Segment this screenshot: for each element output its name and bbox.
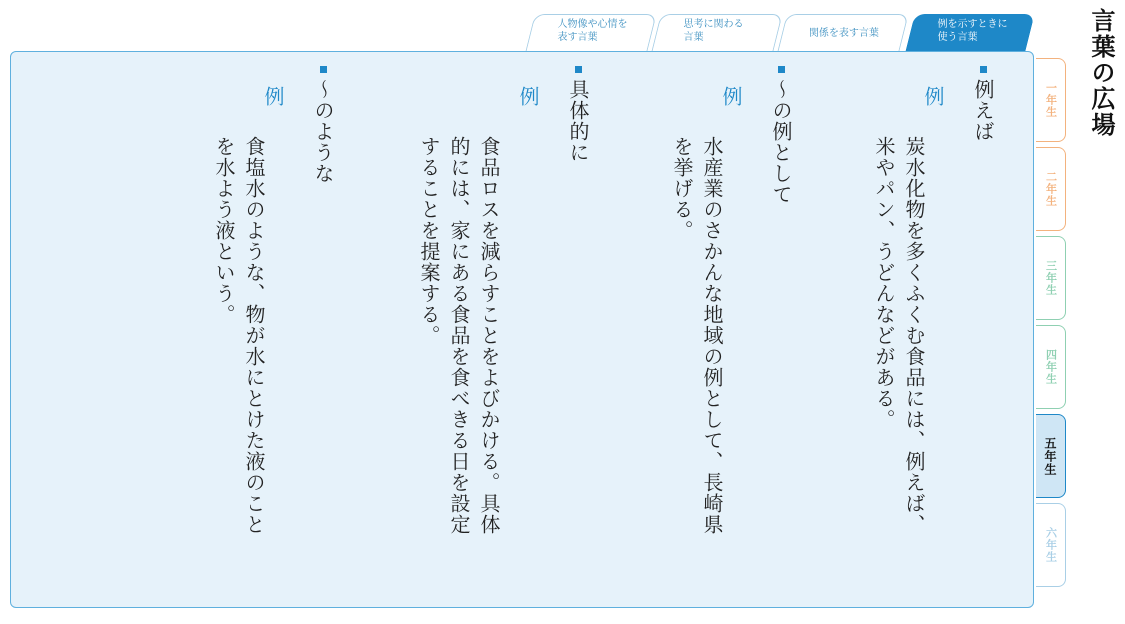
tab-grade-4[interactable] xyxy=(1036,325,1066,409)
tab-grade-2[interactable] xyxy=(1036,147,1066,231)
example-marker: 例 xyxy=(921,86,945,107)
page-title: 言葉の広場 xyxy=(1087,8,1115,138)
grade-label: 四年生 xyxy=(1044,349,1058,385)
tab-label: 人物像や心情を 表す言葉 xyxy=(557,19,628,43)
content-panel xyxy=(10,51,1034,608)
grade-label: 二年生 xyxy=(1044,171,1058,207)
tab-grade-5[interactable] xyxy=(1036,414,1066,498)
example-sentence: 水産業のさかんな地域の例として、長崎県 を挙げる。 xyxy=(670,136,724,535)
tab-label: 関係を表す言葉 xyxy=(808,28,879,39)
tab-character[interactable] xyxy=(525,14,656,52)
example-sentence: 食塩水のような、物が水にとけた液のこと を水よう液という。 xyxy=(212,136,266,535)
example-sentence: 食品ロスを減らすことをよびかける。具体 的には、家にある食品を食べきる日を設定 することを提案する。 xyxy=(417,136,501,535)
tab-label: 例を示すときに 使う言葉 xyxy=(937,19,1008,43)
section-heading: ～の例として xyxy=(769,66,793,205)
section-heading: ～のような xyxy=(311,66,335,184)
example-marker: 例 xyxy=(719,86,743,107)
tab-grade-6[interactable] xyxy=(1036,503,1066,587)
example-marker: 例 xyxy=(261,86,285,107)
tab-example[interactable] xyxy=(905,14,1034,52)
grade-label: 六年生 xyxy=(1044,527,1058,563)
tab-grade-1[interactable] xyxy=(1036,58,1066,142)
section-heading: 具体的に xyxy=(566,66,590,163)
category-tabs xyxy=(520,12,1032,52)
example-sentence: 炭水化物を多くふくむ食品には、例えば、 米やパン、うどんなどがある。 xyxy=(872,136,926,535)
grade-label: 一年生 xyxy=(1044,82,1058,118)
grade-label: 三年生 xyxy=(1044,260,1058,296)
section-heading: 例えば xyxy=(971,66,995,142)
tab-thinking[interactable] xyxy=(651,14,782,52)
tab-label: 思考に関わる 言葉 xyxy=(683,19,744,43)
example-marker: 例 xyxy=(516,86,540,107)
tab-grade-3[interactable] xyxy=(1036,236,1066,320)
tab-relation[interactable] xyxy=(777,14,908,52)
grade-label: 五年生 xyxy=(1043,436,1057,476)
